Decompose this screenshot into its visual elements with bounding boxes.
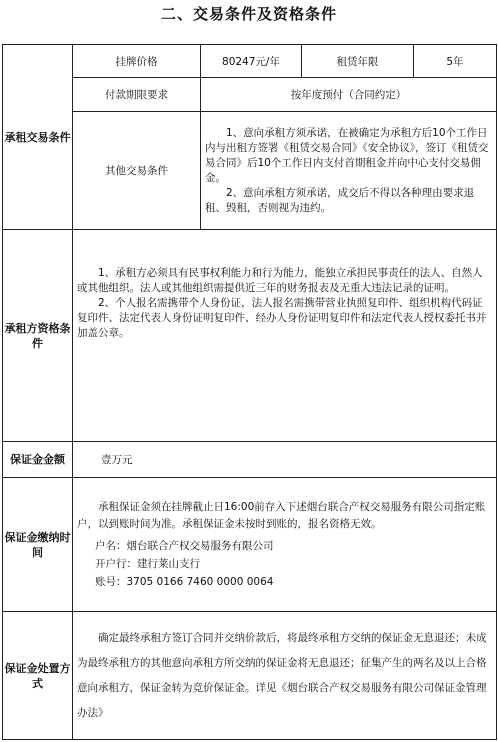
listing-price-label: 挂牌价格 (73, 45, 201, 78)
other-condition-item: 1、意向承租方须承诺，在被确定为承租方后10个工作日内与出租方签署《租赁交易合同》《安全协议》，签订《租赁交易合同》后10个工作日内支付首期租金并向中心支付交易佣金。 (205, 126, 489, 184)
section-title: 二、交易条件及资格条件 (160, 5, 337, 23)
account-bank: 开户行：建行莱山支行 (95, 557, 200, 570)
row-disposal (3, 612, 497, 740)
payment-term-value: 按年度预付（合同约定） (201, 78, 497, 112)
lease-term-label: 租赁年限 (302, 45, 414, 78)
account-info (73, 537, 496, 591)
row-deposit-amount (3, 442, 497, 478)
payment-term-label: 付款期限要求 (73, 78, 201, 112)
deposit-amount-value: 壹万元 (73, 442, 497, 478)
other-conditions-content (201, 112, 497, 230)
disposal-text: 确定最终承租方签订合同并交纳价款后，将最终承租方交纳的保证金无息退还；未成为最终承租方的其他意向承租方所交纳的保证金将无息退还；征集产生的两名及以上合格意向承租方，保证金转为竞价保证金。详见《烟台联合产权交易服务有限公司保证金管理办法》 (77, 631, 487, 719)
other-conditions-label: 其他交易条件 (73, 112, 201, 230)
lease-term-value: 5年 (414, 45, 497, 78)
listing-price-value: 80247元/年 (201, 45, 302, 78)
row-qualification (3, 230, 497, 442)
row-other-conditions (3, 112, 497, 230)
deposit-amount-label: 保证金金额 (3, 442, 73, 478)
lease-conditions-label: 承租交易条件 (3, 45, 73, 230)
disposal-content (73, 612, 497, 740)
conditions-table (2, 44, 497, 740)
payment-time-content (73, 478, 497, 612)
account-name: 户名：烟台联合产权交易服务有限公司 (95, 539, 274, 552)
qualification-label: 承租方资格条件 (3, 230, 73, 442)
row-listing-price (3, 45, 497, 78)
qualification-item: 1、承租方必须具有民事权利能力和行为能力，能独立承担民事责任的法人、自然人或其他组织。法人或其他组织需提供近三年的财务报表及无重大违法记录的证明。 (77, 267, 483, 294)
row-payment-time (3, 478, 497, 612)
disposal-label: 保证金处置方式 (3, 612, 73, 740)
qualification-item: 2、个人报名需携带个人身份证，法人报名需携带营业执照复印件、组织机构代码证复印件、法定代表人身份证明复印件、经办人身份证明复印件和法定代表人授权委托书并加盖公章。 (77, 297, 487, 339)
row-payment-term (3, 78, 497, 112)
account-number: 账号：3705 0166 7460 0000 0064 (95, 575, 274, 588)
payment-time-label: 保证金缴纳时间 (3, 478, 73, 612)
qualification-content (73, 230, 497, 442)
other-condition-item: 2、意向承租方须承诺，成交后不得以各种理由要求退租、毁租，否则视为违约。 (205, 186, 475, 214)
payment-time-text: 承租保证金须在挂牌截止日16:00前存入下述烟台联合产权交易服务有限公司指定账户，以到账时间为准。承租保证金未按时到账的，报名资格无效。 (77, 500, 486, 530)
